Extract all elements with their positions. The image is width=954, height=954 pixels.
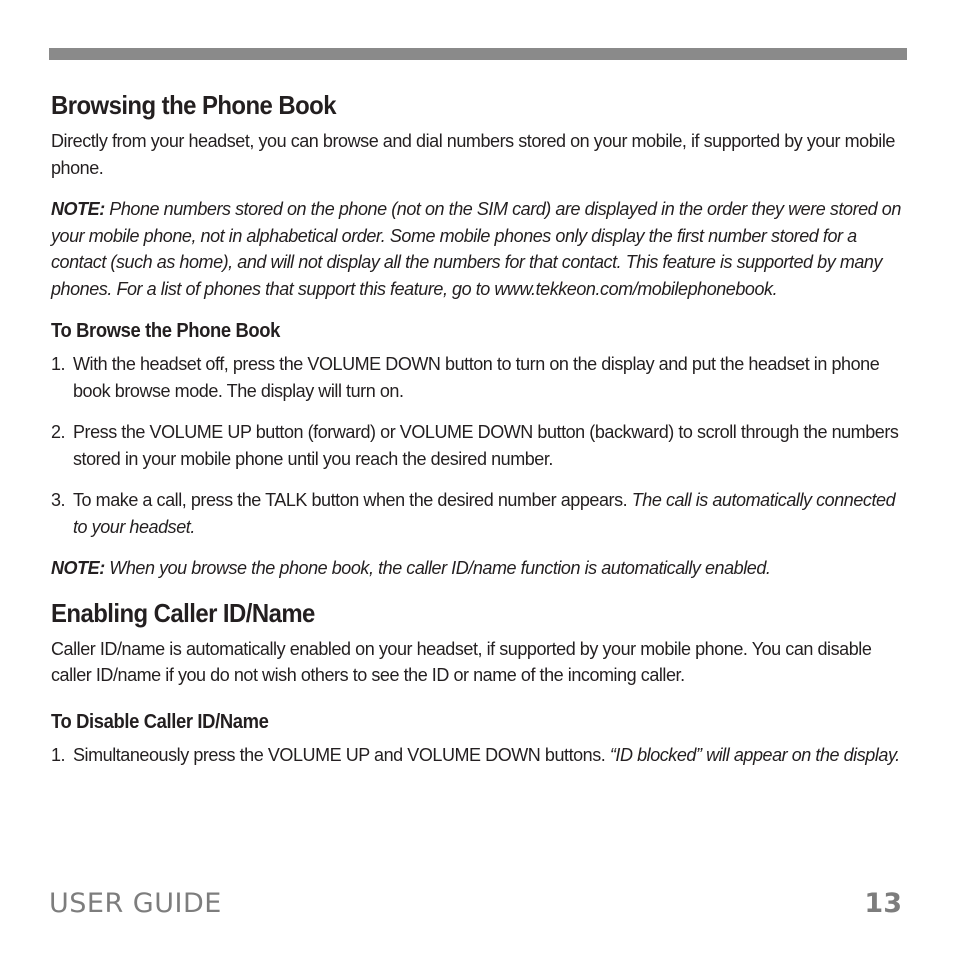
list-item (51, 419, 901, 472)
note-label: NOTE: (51, 199, 105, 219)
footer-title: USER GUIDE (49, 888, 222, 919)
section-heading-caller-id: Enabling Caller ID/Name (51, 597, 315, 628)
subheading-browse: To Browse the Phone Book (51, 320, 281, 342)
step-number: 1. (51, 354, 66, 374)
step-number: 2. (51, 422, 66, 442)
note-text: When you browse the phone book, the caller ID/name function is automatically enabled. (104, 558, 771, 578)
page-number: 13 (864, 888, 902, 919)
caller-id-intro: Caller ID/name is automatically enabled on your headset, if supported by your mobile phone. You can disable caller ID/name if you do not wish others to see the ID or name of the incoming caller. (51, 638, 872, 685)
browse-note (51, 555, 901, 582)
step-text: With the headset off, press the VOLUME DOWN button to turn on the display and put the headset in phone book browse mode. The display will turn on. (73, 354, 880, 401)
step-number: 1. (51, 744, 66, 765)
list-item (51, 742, 901, 769)
step-text: To make a call, press the TALK button when the desired number appears. (73, 490, 632, 510)
list-item (51, 487, 901, 540)
note-label: NOTE: (51, 558, 105, 578)
subheading-disable: To Disable Caller ID/Name (51, 710, 269, 733)
note-text: Phone numbers stored on the phone (not on the SIM card) are displayed in the order they were stored on your mobile phone, not in alphabetical order. Some mobile phones only display the first number stored for a contact (such as home), and will not display all the numbers for that contact. This feature is supported by many phones. For a list of phones that support this feature, go to www.tekkeon.com/mobilephonebook. (51, 199, 901, 299)
header-rule (49, 48, 907, 60)
step-result-text: “ID blocked” will appear on the display. (609, 744, 900, 765)
step-text: Simultaneously press the VOLUME UP and VOLUME DOWN buttons. (73, 744, 610, 765)
browsing-intro: Directly from your headset, you can browse and dial numbers stored on your mobile, if supported by your mobile phone. (51, 131, 895, 178)
step-text: Press the VOLUME UP button (forward) or VOLUME DOWN button (backward) to scroll through the numbers stored in your mobile phone until you reach the desired number. (73, 422, 899, 469)
step-result-text: The call is automatically connected to your headset. (73, 490, 896, 537)
browsing-note (51, 196, 901, 302)
browse-steps-list (51, 351, 901, 540)
section-heading-browsing: Browsing the Phone Book (51, 90, 336, 120)
disable-steps-list (51, 742, 901, 769)
page-content (51, 88, 901, 768)
step-number: 3. (51, 490, 66, 510)
list-item (51, 351, 901, 404)
